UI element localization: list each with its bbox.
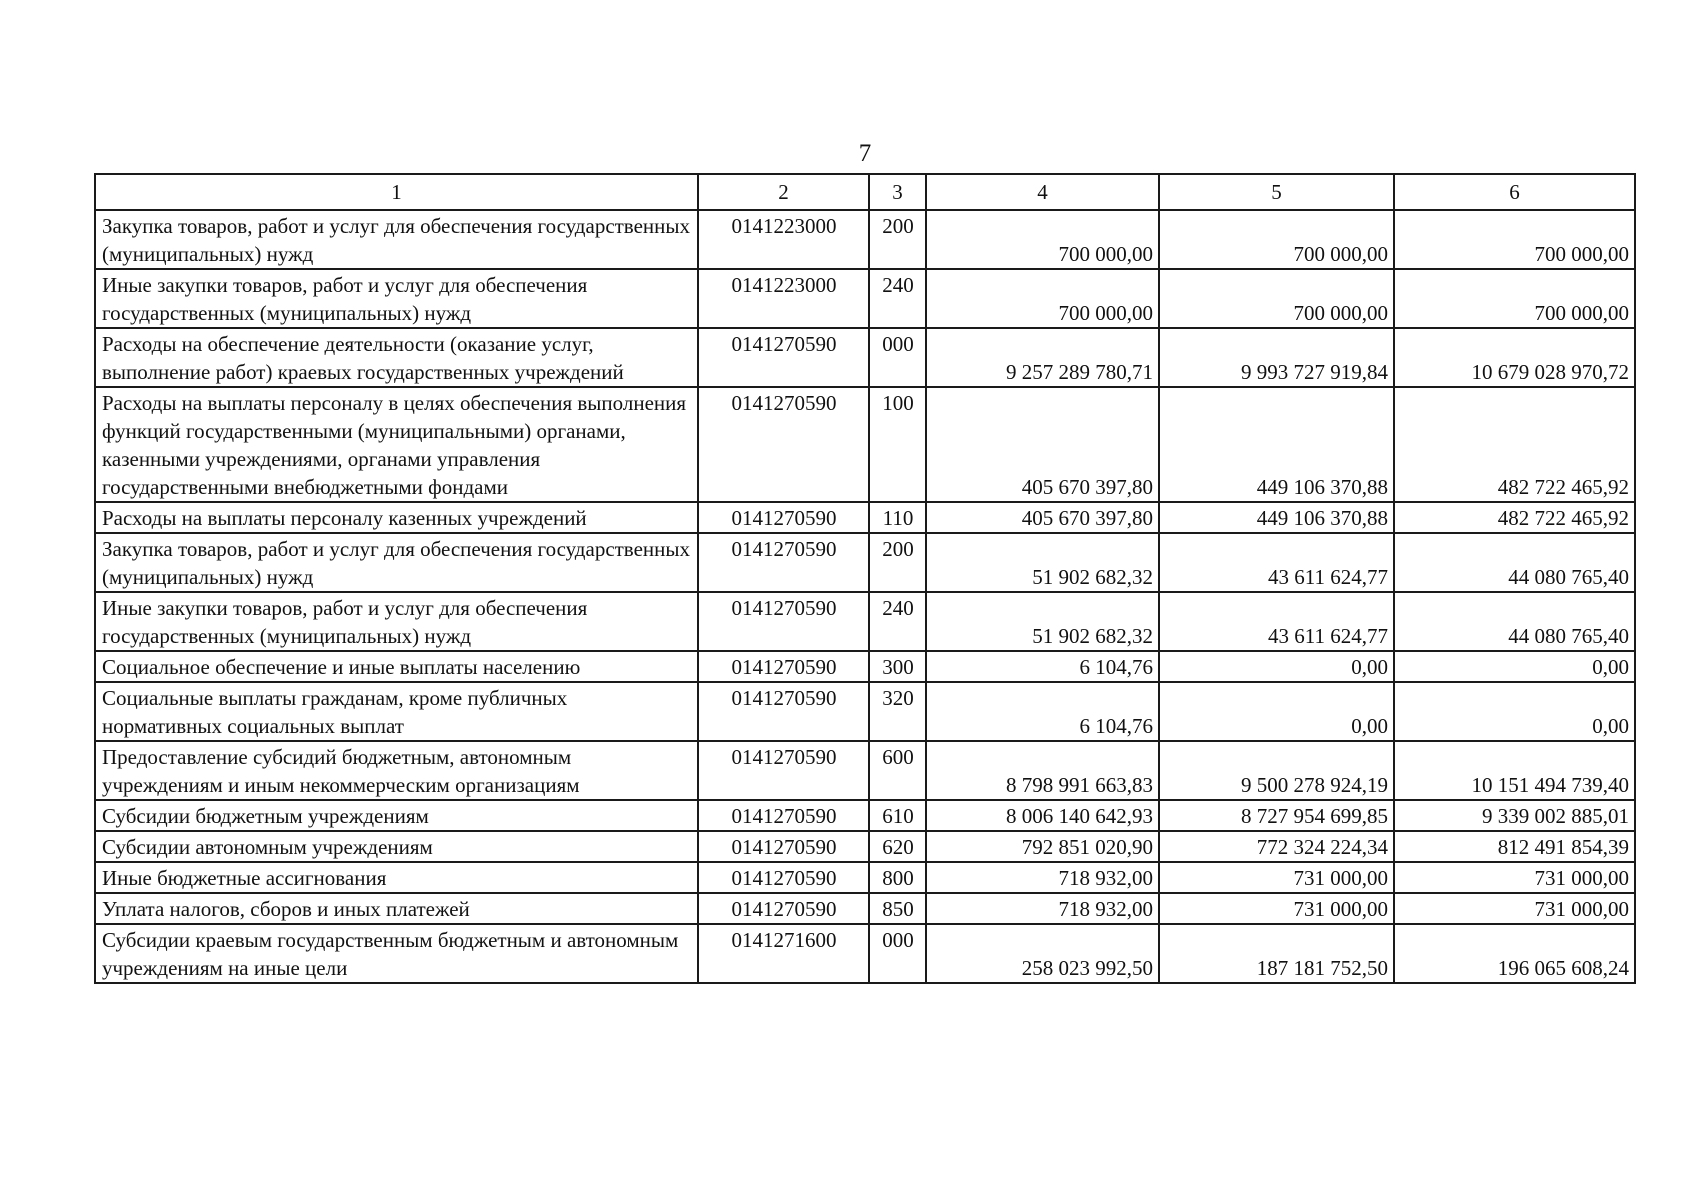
row-name-cell: Расходы на выплаты персоналу в целях обеспечения выполнения функций государственными (муниципальными) органами, казенными учреждениями, органами управления государственными внебюджетными фондами [95, 387, 698, 502]
row-code-cell: 0141270590 [698, 893, 869, 924]
row-value-cell-4: 6 104,76 [926, 682, 1159, 741]
row-type-cell: 610 [869, 800, 926, 831]
row-value-cell-6: 10 151 494 739,40 [1394, 741, 1635, 800]
header-cell-4: 4 [926, 174, 1159, 210]
row-value-cell-6: 731 000,00 [1394, 862, 1635, 893]
row-value-cell-6: 10 679 028 970,72 [1394, 328, 1635, 387]
table-row [95, 210, 1635, 269]
row-value-cell-4: 700 000,00 [926, 269, 1159, 328]
row-name-cell: Расходы на обеспечение деятельности (оказание услуг, выполнение работ) краевых государственных учреждений [95, 328, 698, 387]
row-name-cell: Субсидии бюджетным учреждениям [95, 800, 698, 831]
row-value-cell-4: 6 104,76 [926, 651, 1159, 682]
row-name-cell: Иные закупки товаров, работ и услуг для обеспечения государственных (муниципальных) нужд [95, 269, 698, 328]
row-code-cell: 0141270590 [698, 592, 869, 651]
row-value-cell-5: 43 611 624,77 [1159, 533, 1394, 592]
row-name-cell: Субсидии краевым государственным бюджетным и автономным учреждениям на иные цели [95, 924, 698, 983]
table-row [95, 387, 1635, 502]
table-row [95, 831, 1635, 862]
row-value-cell-5: 731 000,00 [1159, 862, 1394, 893]
row-type-cell: 600 [869, 741, 926, 800]
table-row [95, 269, 1635, 328]
row-value-cell-5: 8 727 954 699,85 [1159, 800, 1394, 831]
row-code-cell: 0141270590 [698, 387, 869, 502]
row-value-cell-4: 700 000,00 [926, 210, 1159, 269]
row-name-cell: Закупка товаров, работ и услуг для обеспечения государственных (муниципальных) нужд [95, 533, 698, 592]
row-value-cell-6: 0,00 [1394, 682, 1635, 741]
row-type-cell: 800 [869, 862, 926, 893]
header-cell-2: 2 [698, 174, 869, 210]
row-value-cell-4: 405 670 397,80 [926, 502, 1159, 533]
row-value-cell-5: 449 106 370,88 [1159, 502, 1394, 533]
row-type-cell: 000 [869, 328, 926, 387]
row-name-cell: Предоставление субсидий бюджетным, автономным учреждениям и иным некоммерческим организациям [95, 741, 698, 800]
header-cell-3: 3 [869, 174, 926, 210]
row-value-cell-6: 196 065 608,24 [1394, 924, 1635, 983]
row-name-cell: Иные бюджетные ассигнования [95, 862, 698, 893]
row-code-cell: 0141270590 [698, 651, 869, 682]
row-value-cell-6: 482 722 465,92 [1394, 502, 1635, 533]
row-value-cell-4: 258 023 992,50 [926, 924, 1159, 983]
row-value-cell-6: 482 722 465,92 [1394, 387, 1635, 502]
row-type-cell: 320 [869, 682, 926, 741]
row-type-cell: 110 [869, 502, 926, 533]
table-row [95, 651, 1635, 682]
row-code-cell: 0141223000 [698, 269, 869, 328]
row-code-cell: 0141270590 [698, 682, 869, 741]
page-number: 7 [858, 140, 872, 167]
row-value-cell-6: 9 339 002 885,01 [1394, 800, 1635, 831]
row-value-cell-4: 718 932,00 [926, 893, 1159, 924]
row-code-cell: 0141270590 [698, 328, 869, 387]
row-value-cell-4: 792 851 020,90 [926, 831, 1159, 862]
row-value-cell-4: 718 932,00 [926, 862, 1159, 893]
row-type-cell: 240 [869, 592, 926, 651]
row-type-cell: 850 [869, 893, 926, 924]
budget-table [94, 173, 1636, 984]
row-value-cell-5: 187 181 752,50 [1159, 924, 1394, 983]
row-value-cell-4: 51 902 682,32 [926, 592, 1159, 651]
header-cell-6: 6 [1394, 174, 1635, 210]
row-value-cell-5: 9 500 278 924,19 [1159, 741, 1394, 800]
row-type-cell: 000 [869, 924, 926, 983]
row-value-cell-5: 9 993 727 919,84 [1159, 328, 1394, 387]
row-code-cell: 0141271600 [698, 924, 869, 983]
row-code-cell: 0141270590 [698, 741, 869, 800]
row-code-cell: 0141270590 [698, 502, 869, 533]
row-type-cell: 200 [869, 533, 926, 592]
row-value-cell-5: 772 324 224,34 [1159, 831, 1394, 862]
table-row [95, 741, 1635, 800]
row-value-cell-5: 449 106 370,88 [1159, 387, 1394, 502]
row-value-cell-6: 700 000,00 [1394, 210, 1635, 269]
table-row [95, 592, 1635, 651]
table-row [95, 328, 1635, 387]
row-value-cell-6: 44 080 765,40 [1394, 592, 1635, 651]
row-name-cell: Уплата налогов, сборов и иных платежей [95, 893, 698, 924]
header-cell-1: 1 [95, 174, 698, 210]
row-value-cell-5: 0,00 [1159, 682, 1394, 741]
row-name-cell: Социальные выплаты гражданам, кроме публичных нормативных социальных выплат [95, 682, 698, 741]
header-row [95, 174, 1635, 210]
row-type-cell: 240 [869, 269, 926, 328]
table-row [95, 924, 1635, 983]
table-row [95, 800, 1635, 831]
row-code-cell: 0141270590 [698, 862, 869, 893]
row-code-cell: 0141270590 [698, 831, 869, 862]
row-value-cell-5: 731 000,00 [1159, 893, 1394, 924]
row-value-cell-4: 9 257 289 780,71 [926, 328, 1159, 387]
row-value-cell-6: 731 000,00 [1394, 893, 1635, 924]
row-code-cell: 0141223000 [698, 210, 869, 269]
table-row [95, 862, 1635, 893]
row-name-cell: Субсидии автономным учреждениям [95, 831, 698, 862]
row-name-cell: Расходы на выплаты персоналу казенных учреждений [95, 502, 698, 533]
header-cell-5: 5 [1159, 174, 1394, 210]
row-value-cell-5: 0,00 [1159, 651, 1394, 682]
row-code-cell: 0141270590 [698, 800, 869, 831]
row-type-cell: 200 [869, 210, 926, 269]
row-value-cell-6: 812 491 854,39 [1394, 831, 1635, 862]
row-value-cell-4: 51 902 682,32 [926, 533, 1159, 592]
row-value-cell-6: 0,00 [1394, 651, 1635, 682]
row-value-cell-4: 8 798 991 663,83 [926, 741, 1159, 800]
row-type-cell: 300 [869, 651, 926, 682]
row-name-cell: Иные закупки товаров, работ и услуг для обеспечения государственных (муниципальных) нужд [95, 592, 698, 651]
row-name-cell: Закупка товаров, работ и услуг для обеспечения государственных (муниципальных) нужд [95, 210, 698, 269]
row-value-cell-5: 700 000,00 [1159, 210, 1394, 269]
row-value-cell-5: 700 000,00 [1159, 269, 1394, 328]
table-row [95, 502, 1635, 533]
row-name-cell: Социальное обеспечение и иные выплаты населению [95, 651, 698, 682]
row-type-cell: 620 [869, 831, 926, 862]
row-type-cell: 100 [869, 387, 926, 502]
row-value-cell-6: 700 000,00 [1394, 269, 1635, 328]
row-value-cell-4: 8 006 140 642,93 [926, 800, 1159, 831]
table-row [95, 682, 1635, 741]
row-value-cell-5: 43 611 624,77 [1159, 592, 1394, 651]
row-code-cell: 0141270590 [698, 533, 869, 592]
table-row [95, 533, 1635, 592]
row-value-cell-6: 44 080 765,40 [1394, 533, 1635, 592]
table-row [95, 893, 1635, 924]
row-value-cell-4: 405 670 397,80 [926, 387, 1159, 502]
